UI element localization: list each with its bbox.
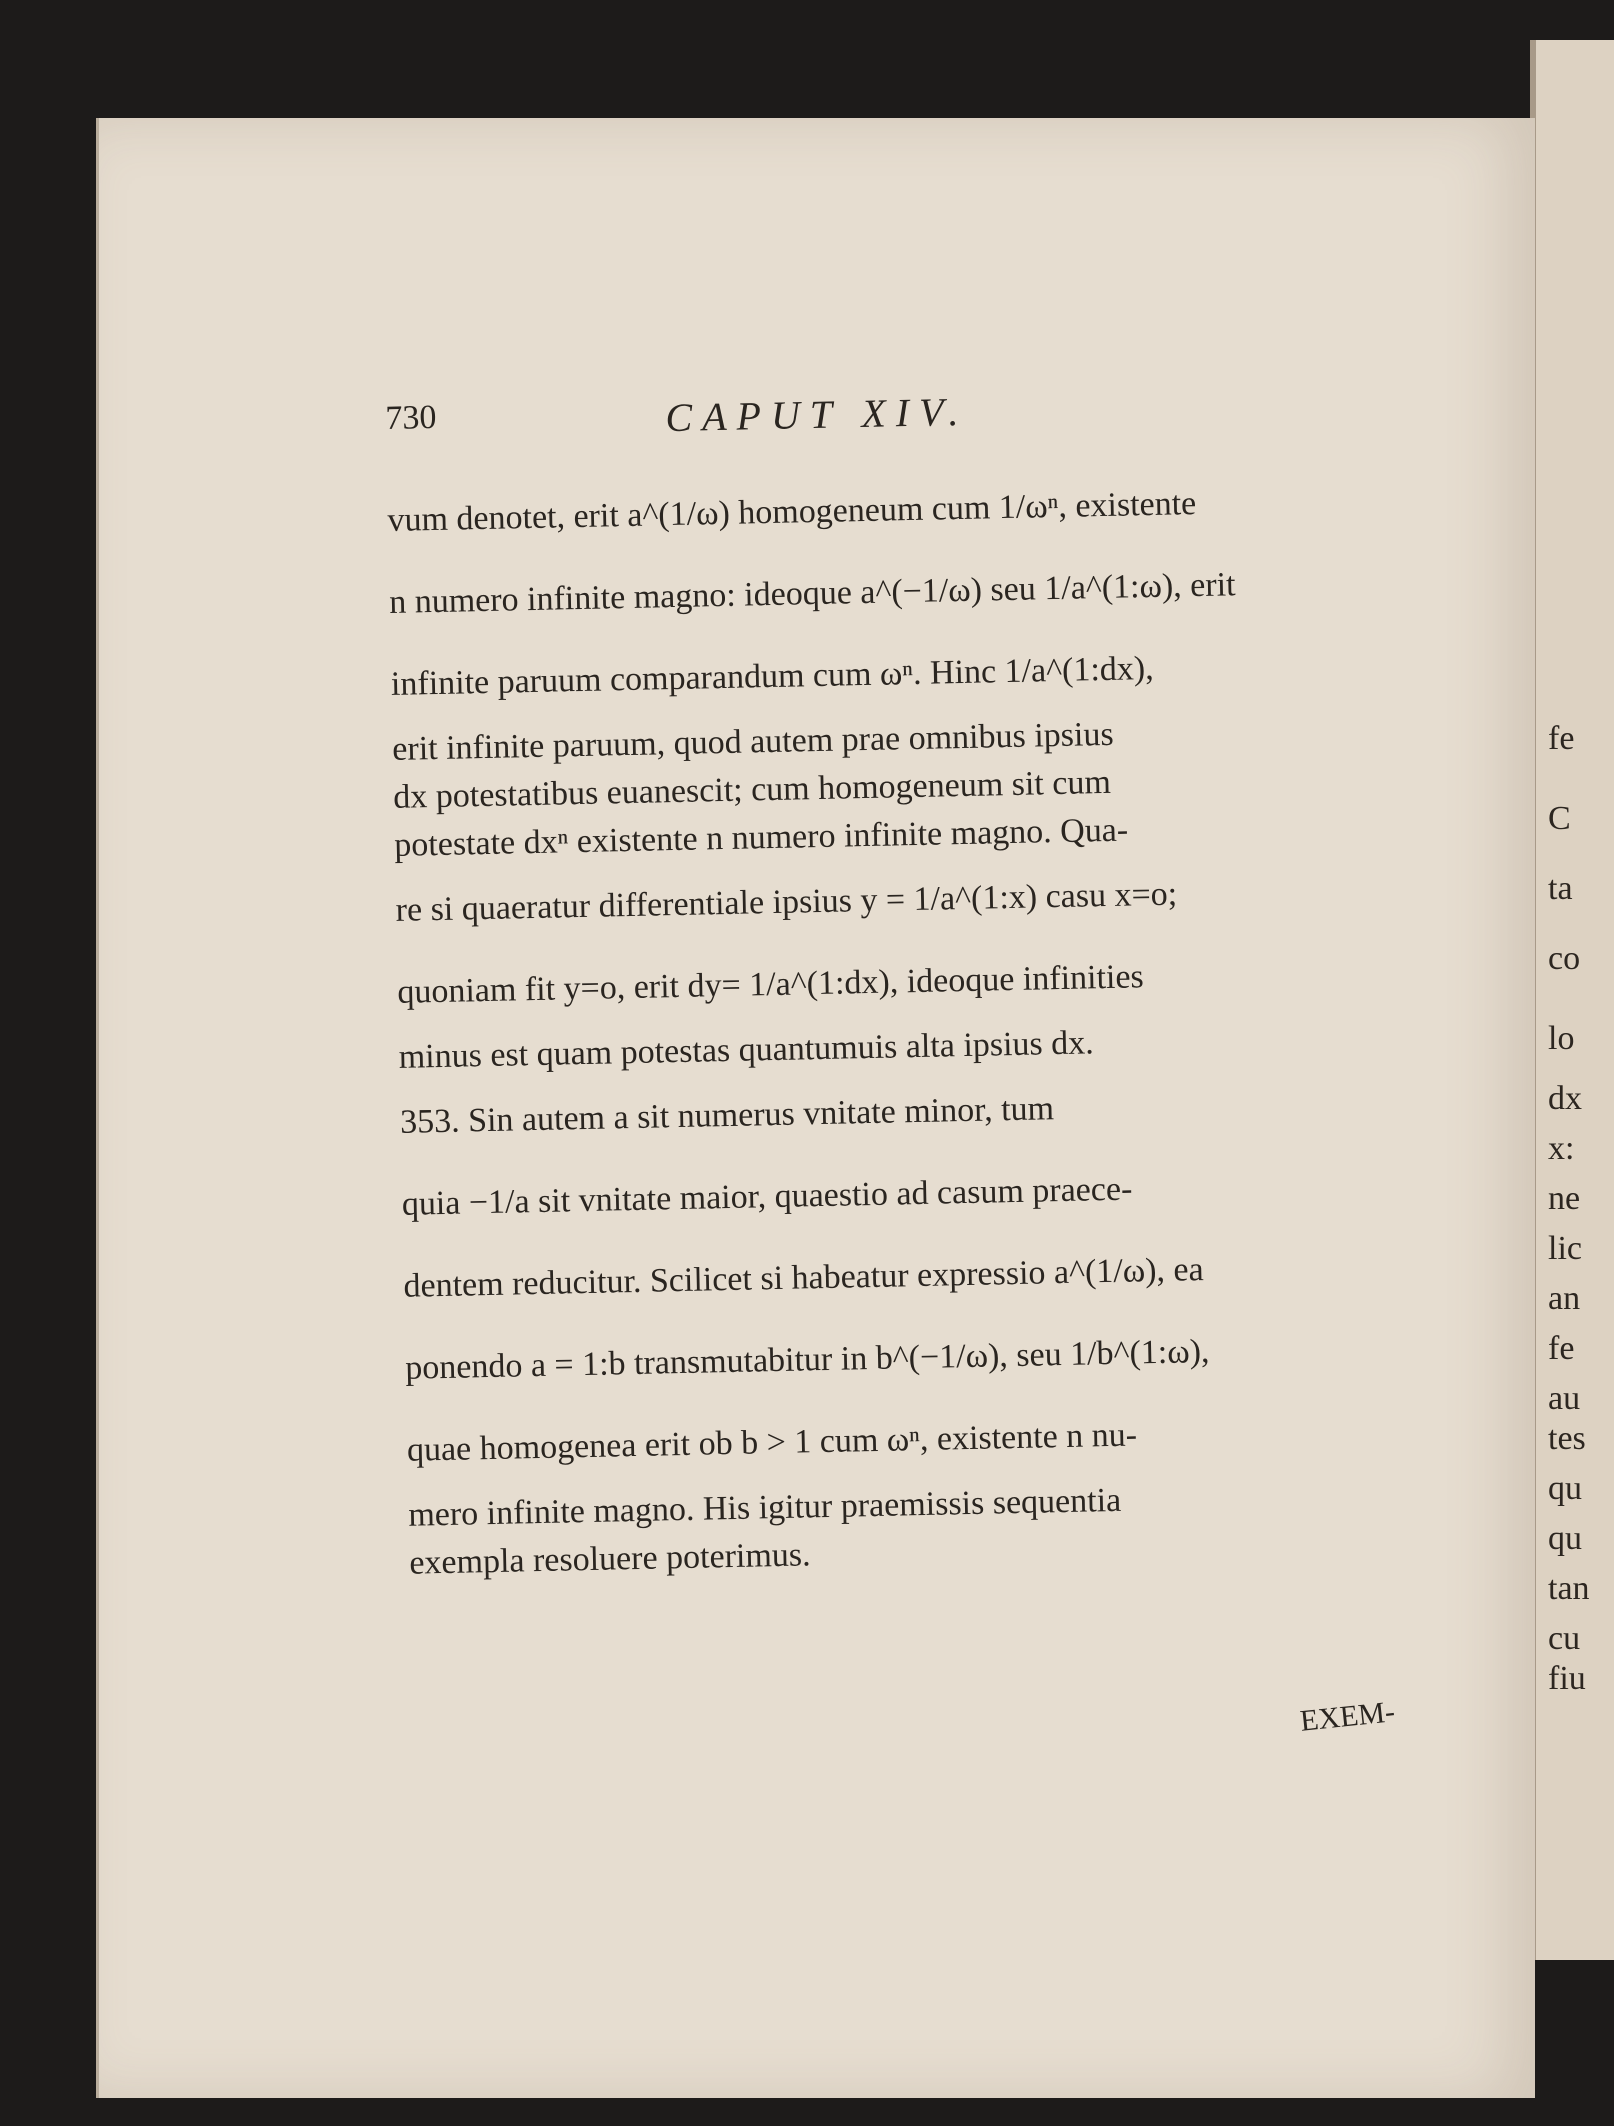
text-line: vum denotet, erit a^(1/ω) homogeneum cum 1/ωⁿ, existente	[387, 485, 1197, 539]
text-line: minus est quam potestas quantumuis alta ipsius dx.	[398, 1024, 1095, 1076]
facing-fragment: au	[1548, 1380, 1581, 1417]
facing-fragment: fe	[1548, 1330, 1575, 1367]
text-line: quia −1/a sit vnitate maior, quaestio ad casum praece-	[401, 1170, 1133, 1223]
text-line: re si quaeratur differentiale ipsius y = 1/a^(1:x) casu x=o;	[395, 875, 1178, 929]
facing-fragment: cu	[1548, 1620, 1581, 1657]
facing-fragment: qu	[1548, 1520, 1582, 1557]
facing-fragment: fe	[1548, 720, 1575, 757]
text-line: erit infinite paruum, quod autem prae omnibus ipsius	[391, 715, 1114, 768]
text-line: dentem reducitur. Scilicet si habeatur expressio a^(1/ω), ea	[403, 1251, 1204, 1305]
text-line: potestate dxⁿ existente n numero infinite magno. Qua-	[393, 811, 1129, 864]
text-line: infinite paruum comparandum cum ωⁿ. Hinc 1/a^(1:dx),	[390, 649, 1155, 703]
text-line: ponendo a = 1:b transmutabitur in b^(−1/ω), seu 1/b^(1:ω),	[404, 1332, 1210, 1387]
text-line: quae homogenea erit ob b > 1 cum ωⁿ, existente n nu-	[406, 1416, 1138, 1469]
facing-fragment: tan	[1548, 1570, 1590, 1607]
text-line: exempla resoluere poterimus.	[408, 1536, 811, 1582]
facing-fragment: dx	[1548, 1080, 1582, 1117]
facing-fragment: lic	[1548, 1230, 1582, 1267]
facing-fragment: fiu	[1548, 1660, 1586, 1697]
facing-fragment: C	[1548, 800, 1571, 837]
page-text	[385, 379, 1400, 1587]
facing-page-edge	[1530, 40, 1614, 1960]
facing-fragment: lo	[1548, 1020, 1575, 1057]
page-number: 730	[385, 398, 437, 437]
text-line: n numero infinite magno: ideoque a^(−1/ω) seu 1/a^(1:ω), erit	[388, 566, 1236, 621]
facing-fragment: tes	[1548, 1420, 1586, 1457]
text-line: quoniam fit y=o, erit dy= 1/a^(1:dx), ideoque infinities	[397, 958, 1145, 1011]
text-line: dx potestatibus euanescit; cum homogeneum sit cum	[392, 763, 1112, 816]
running-title: CAPUT XIV.	[664, 388, 969, 441]
facing-fragment: ta	[1548, 870, 1573, 907]
facing-fragment: co	[1548, 940, 1581, 977]
facing-fragment: x:	[1548, 1130, 1575, 1167]
catchword: EXEM-	[1298, 1695, 1397, 1738]
facing-fragment: an	[1548, 1280, 1581, 1317]
text-line: 353. Sin autem a sit numerus vnitate minor, tum	[399, 1090, 1055, 1141]
facing-fragment: qu	[1548, 1470, 1582, 1507]
text-line: mero infinite magno. His igitur praemissis sequentia	[407, 1481, 1122, 1534]
facing-fragment: ne	[1548, 1180, 1581, 1217]
